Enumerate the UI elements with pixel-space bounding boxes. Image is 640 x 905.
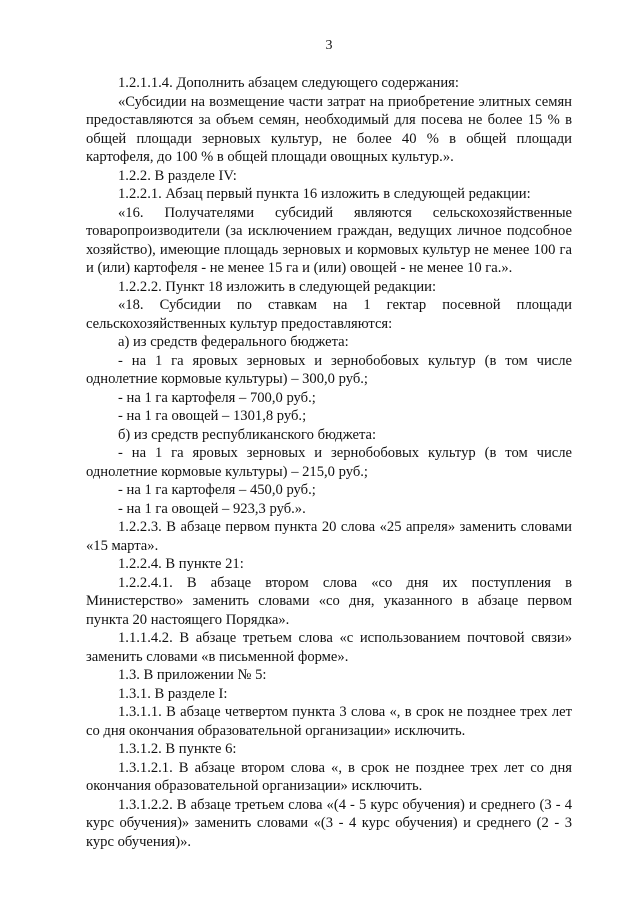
paragraph: - на 1 га овощей – 923,3 руб.». bbox=[118, 500, 306, 517]
paragraph: 1.3.1.2.1. В абзаце втором слова «, в срок не позднее трех лет со дня окончания образовательной организации» исключить. bbox=[86, 759, 572, 794]
document-body bbox=[86, 74, 572, 851]
paragraph: «16. Получателями субсидий являются сельскохозяйственные товаропроизводители (за исключением граждан, ведущих личное подсобное хозяйство), имеющие площадь зерновых и кормовых культур не менее 100 га и (или) картофеля - не менее 15 га и (или) овощей - не менее 10 га.». bbox=[86, 204, 572, 276]
paragraph: 1.3. В приложении № 5: bbox=[118, 667, 267, 683]
paragraph: - на 1 га яровых зерновых и зернобобовых культур (в том числе однолетние кормовые культуры) – 300,0 руб.; bbox=[86, 352, 572, 387]
paragraph: 1.2.2.1. Абзац первый пункта 16 изложить в следующей редакции: bbox=[118, 186, 531, 202]
paragraph: 1.1.1.4.2. В абзаце третьем слова «с использованием почтовой связи» заменить словами «в письменной форме». bbox=[86, 630, 572, 665]
paragraph: 1.2.2.4. В пункте 21: bbox=[118, 556, 244, 572]
paragraph: «18. Субсидии по ставкам на 1 гектар посевной площади сельскохозяйственных культур предоставляются: bbox=[86, 297, 572, 332]
paragraph: 1.3.1.1. В абзаце четвертом пункта 3 слова «, в срок не позднее трех лет со дня окончания образовательной организации» исключить. bbox=[86, 704, 572, 739]
paragraph: а) из средств федерального бюджета: bbox=[118, 334, 349, 350]
paragraph: - на 1 га картофеля – 450,0 руб.; bbox=[118, 482, 316, 498]
paragraph: 1.2.2. В разделе IV: bbox=[118, 167, 237, 184]
paragraph: 1.3.1.2. В пункте 6: bbox=[118, 741, 237, 757]
page-number: 3 bbox=[325, 38, 333, 53]
paragraph: 1.2.2.3. В абзаце первом пункта 20 слова «25 апреля» заменить словами «15 марта». bbox=[86, 519, 572, 554]
paragraph: 1.2.1.1.4. Дополнить абзацем следующего содержания: bbox=[118, 75, 459, 91]
paragraph: - на 1 га овощей – 1301,8 руб.; bbox=[118, 408, 307, 424]
paragraph: «Субсидии на возмещение части затрат на приобретение элитных семян предоставляются за объем семян, необходимый для посева не более 15 % в общей площади зерновых культур, не более 40 % в общей площади картофеля, до 100 % в общей площади овощных культур.». bbox=[86, 93, 572, 165]
paragraph: - на 1 га яровых зерновых и зернобобовых культур (в том числе однолетние кормовые культуры) – 215,0 руб.; bbox=[86, 445, 572, 480]
paragraph: 1.3.1.2.2. В абзаце третьем слова «(4 - 5 курс обучения) и среднего (3 - 4 курс обучения)» заменить словами «(3 - 4 курс обучения) и среднего (2 - 3 курс обучения)». bbox=[86, 796, 572, 850]
paragraph: б) из средств республиканского бюджета: bbox=[118, 426, 377, 443]
paragraph: - на 1 га картофеля – 700,0 руб.; bbox=[118, 389, 316, 406]
paragraph: 1.2.2.4.1. В абзаце втором слова «со дня их поступления в Министерство» заменить словами «со дня, указанного в абзаце первом пункта 20 настоящего Порядка». bbox=[86, 574, 572, 628]
paragraph: 1.3.1. В разделе I: bbox=[118, 685, 228, 702]
paragraph: 1.2.2.2. Пункт 18 изложить в следующей редакции: bbox=[118, 278, 437, 295]
